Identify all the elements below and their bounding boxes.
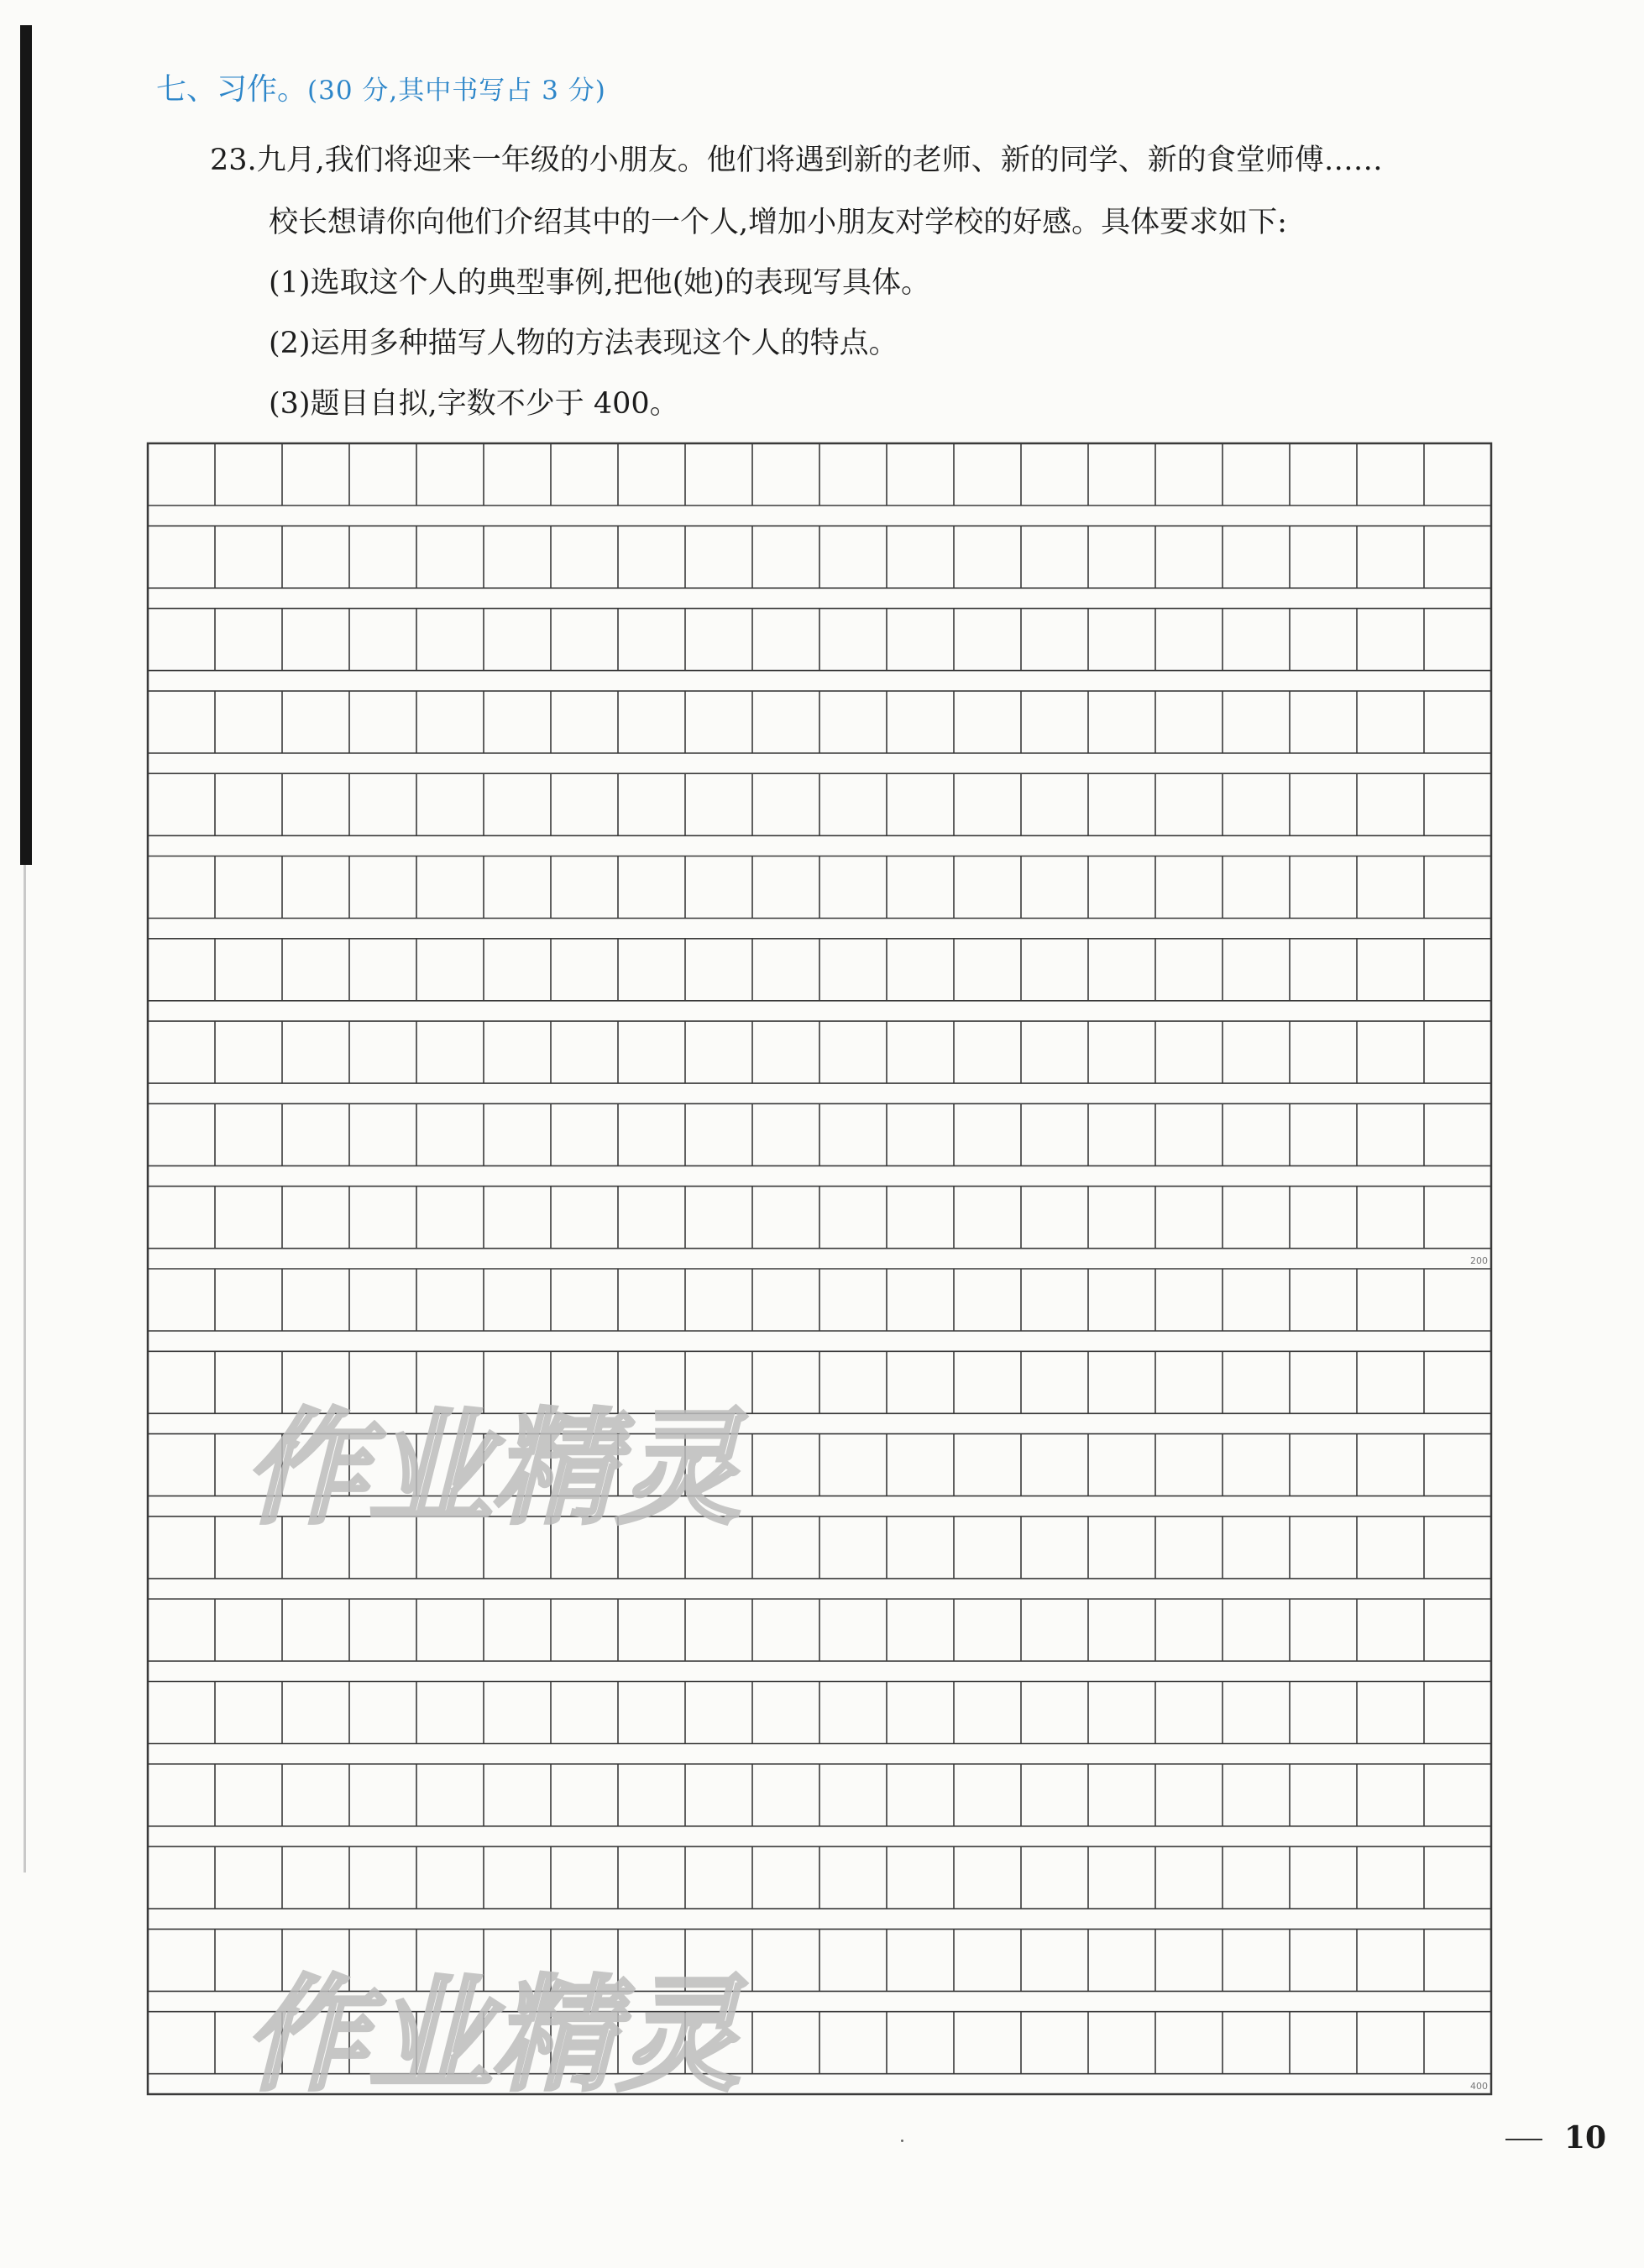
section-title-label: 七、习作。: [156, 72, 308, 107]
page-dot: [901, 2140, 903, 2142]
page-number: 10: [1564, 2120, 1607, 2155]
watermark-text: 作业精灵: [243, 1396, 741, 1541]
requirement-2: (2)运用多种描写人物的方法表现这个人的特点。: [269, 327, 898, 360]
prompt-line-1: 23.九月,我们将迎来一年级的小朋友。他们将遇到新的老师、新的同学、新的食堂师傅……: [210, 144, 1383, 177]
word-count-mark-400: 400: [1470, 2081, 1488, 2092]
word-count-mark-200: 200: [1470, 1255, 1488, 1266]
requirement-1: (1)选取这个人的典型事例,把他(她)的表现写具体。: [269, 266, 931, 300]
requirement-3: (3)题目自拟,字数不少于 400。: [269, 387, 679, 421]
watermark-text: 作业精灵: [243, 1963, 741, 2108]
section-score-note: (30 分,其中书写占 3 分): [307, 76, 606, 106]
footer-rule: [1505, 2139, 1542, 2140]
prompt-line-2: 校长想请你向他们介绍其中的一个人,增加小朋友对学校的好感。具体要求如下:: [269, 206, 1287, 239]
